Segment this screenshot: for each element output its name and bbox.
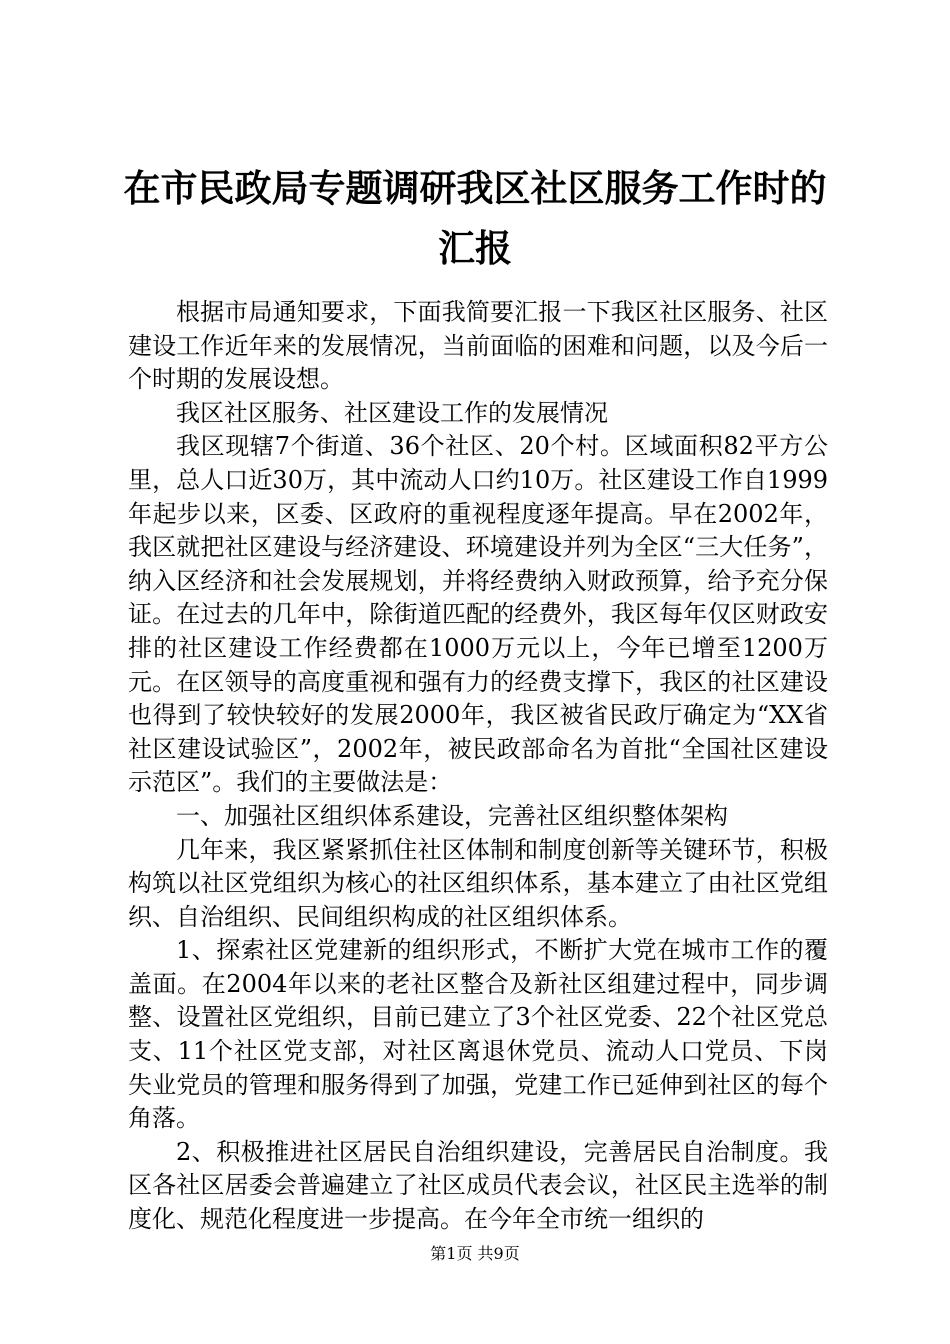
paragraph: 1、探索社区党建新的组织形式，不断扩大党在城市工作的覆盖面。在2004年以来的老社区整合及新社区组建过程中，同步调整、设置社区党组织，目前已建立了3个社区党委、22个社区党总支、11个社区党支部，对社区离退休党员、流动人口党员、下岗失业党员的管理和服务得到了加强，党建工作已延伸到社区的每个角落。 — [128, 936, 828, 1133]
page-number-footer: 第1页 共9页 — [430, 1244, 520, 1263]
paragraph: 几年来，我区紧紧抓住社区体制和制度创新等关键环节，积极构筑以社区党组织为核心的社区组织体系，基本建立了由社区党组织、自治组织、民间组织构成的社区组织体系。 — [128, 835, 828, 931]
paragraph: 2、积极推进社区居民自治组织建设，完善居民自治制度。我区各社区居委会普遍建立了社区成员代表会议，社区民主选举的制度化、规范化程度进一步提高。在今年全市统一组织的 — [128, 1137, 828, 1234]
document-title: 在市民政局专题调研我区社区服务工作时的汇报 — [123, 166, 827, 270]
document-body — [128, 296, 828, 1237]
paragraph: 我区现辖7个街道、36个社区、20个村。区域面积82平方公里，总人口近30万，其中流动人口约10万。社区建设工作自1999年起步以来，区委、区政府的重视程度逐年提高。早在2002年，我区就把社区建设与经济建设、环境建设并列为全区“三大任务”，纳入区经济和社会发展规划，并将经费纳入财政预算，给予充分保证。在过去的几年中，除街道匹配的经费外，我区每年仅区财政安排的社区建设工作经费都在1000万元以上，今年已增至1200万元。在区领导的高度重视和强有力的经费支撑下，我区的社区建设也得到了较快较好的发展2000年，我区被省民政厅确定为“XX省社区建设试验区”，2002年，被民政部命名为首批“全国社区建设示范区”。我们的主要做法是： — [128, 432, 828, 797]
section-heading: 我区社区服务、社区建设工作的发展情况 — [176, 398, 608, 427]
paragraph: 根据市局通知要求，下面我简要汇报一下我区社区服务、社区建设工作近年来的发展情况，当前面临的困难和问题，以及今后一个时期的发展设想。 — [128, 298, 828, 394]
section-heading: 一、加强社区组织体系建设，完善社区组织整体架构 — [176, 801, 728, 830]
